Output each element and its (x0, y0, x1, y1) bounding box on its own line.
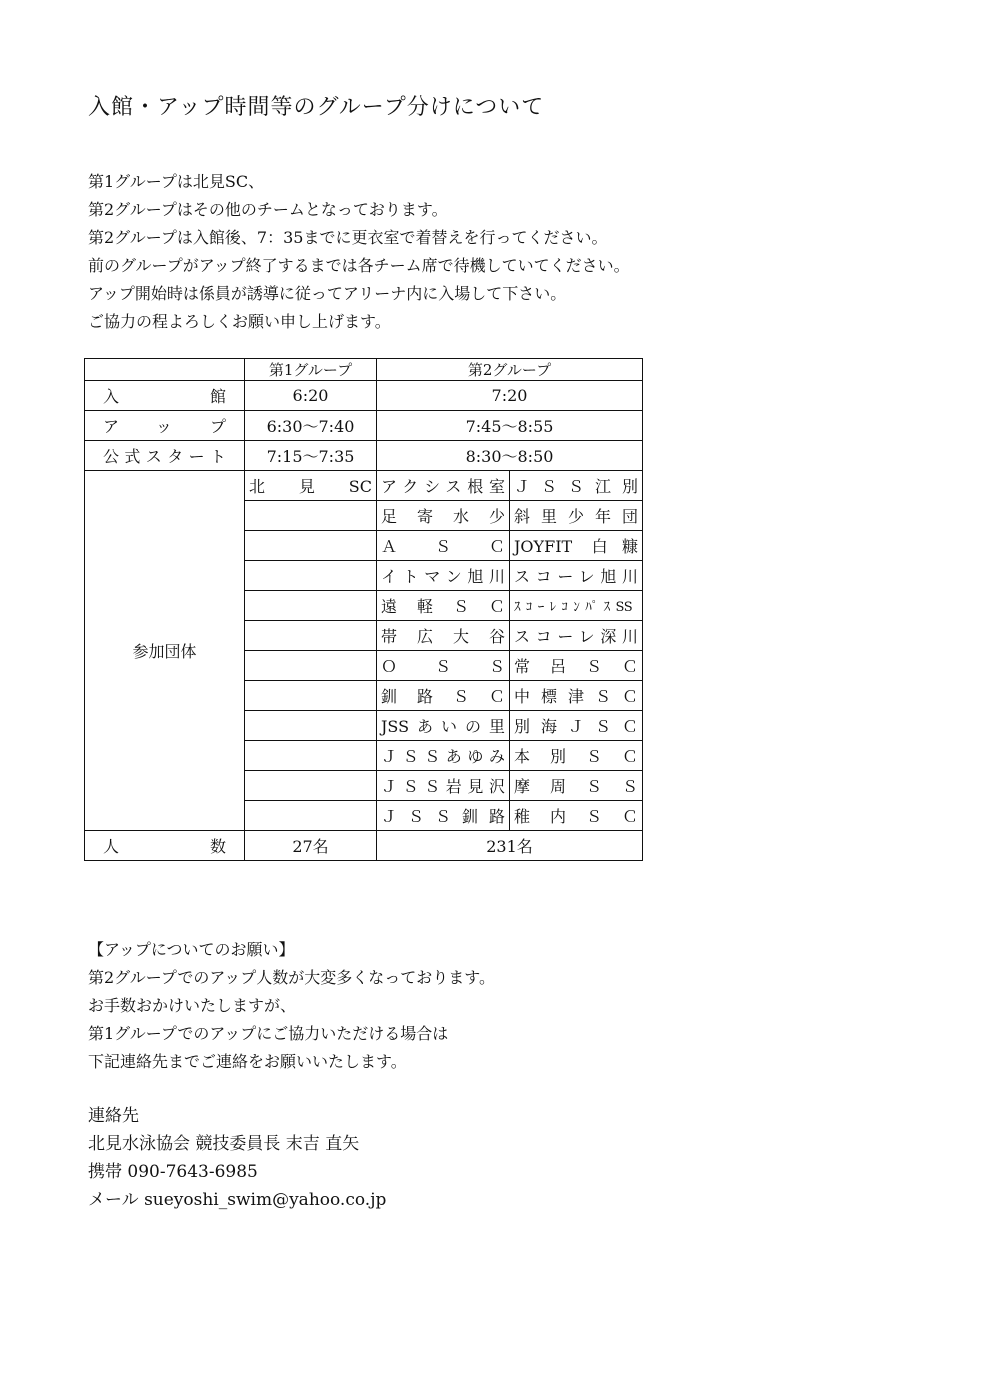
group1-team-empty (245, 801, 377, 831)
group2-team: ＪＳＳ釧路 (377, 801, 510, 831)
group2-team: アクシス根室 (377, 471, 510, 501)
group2-team: JSSあいの里 (377, 711, 510, 741)
group1-team-empty (245, 591, 377, 621)
group2-team: 帯広大谷 (377, 621, 510, 651)
group1-team-empty (245, 531, 377, 561)
group2-team: 中標津ＳＣ (510, 681, 643, 711)
group1-entry-time: 6:20 (245, 381, 377, 411)
intro-line: アップ開始時は係員が誘導に従ってアリーナ内に入場して下さい。 (88, 284, 567, 303)
group2-team: JOYFIT 白糠 (510, 531, 643, 561)
table-row (85, 381, 643, 411)
group1-team-empty (245, 561, 377, 591)
group2-team: 斜里少年団 (510, 501, 643, 531)
group2-team: 釧路ＳＣ (377, 681, 510, 711)
team-row (85, 471, 643, 501)
group2-entry-time: 7:20 (377, 381, 643, 411)
row-label-warmup: アップ (85, 411, 245, 441)
group1-team-empty (245, 621, 377, 651)
group2-team: 遠軽ＳＣ (377, 591, 510, 621)
request-line: お手数おかけいたしますが、 (88, 996, 297, 1015)
table-header-group1: 第1グループ (245, 359, 377, 381)
group2-team: 稚内ＳＣ (510, 801, 643, 831)
group2-start-time: 8:30～8:50 (377, 441, 643, 471)
group1-team-empty (245, 741, 377, 771)
page-title: 入館・アップ時間等のグループ分けについて (88, 95, 545, 120)
group2-headcount: 231名 (377, 831, 643, 861)
group-schedule-table (84, 358, 643, 861)
request-line: 第2グループでのアップ人数が大変多くなっております。 (88, 968, 495, 987)
group2-team: ＪＳＳ岩見沢 (377, 771, 510, 801)
row-label-official-start: 公式スタート (85, 441, 245, 471)
table-row (85, 411, 643, 441)
group2-team: 足寄水少 (377, 501, 510, 531)
contact-organization: 北見水泳協会 競技委員長 末吉 直矢 (88, 1134, 360, 1154)
table-row (85, 831, 643, 861)
group2-team: ＪＳＳあゆみ (377, 741, 510, 771)
group1-headcount: 27名 (245, 831, 377, 861)
group1-team-empty (245, 651, 377, 681)
group1-team-empty (245, 501, 377, 531)
group2-team: ＯＳＳ (377, 651, 510, 681)
group1-start-time: 7:15～7:35 (245, 441, 377, 471)
group2-team: ＡＳＣ (377, 531, 510, 561)
intro-line: ご協力の程よろしくお願い申し上げます。 (88, 312, 391, 331)
row-label-headcount: 人数 (85, 831, 245, 861)
group1-team-empty (245, 711, 377, 741)
group2-team: 本別ＳＣ (510, 741, 643, 771)
group2-team: スコーレ深川 (510, 621, 643, 651)
contact-section (88, 1102, 386, 1214)
group1-team-empty (245, 681, 377, 711)
request-heading: 【アップについてのお願い】 (88, 940, 295, 959)
intro-line: 第2グループは入館後、7：35までに更衣室で着替えを行ってください。 (88, 228, 608, 247)
contact-phone: 携帯 090-7643-6985 (88, 1162, 258, 1182)
group2-warmup-time: 7:45～8:55 (377, 411, 643, 441)
table-header-blank (85, 359, 245, 381)
row-label-entry: 入館 (85, 381, 245, 411)
table-header-group2: 第2グループ (377, 359, 643, 381)
intro-line: 第1グループは北見SC、 (88, 172, 265, 191)
group2-team: ｽｺｰﾚｺﾝﾊﾟｽSS (510, 591, 643, 621)
contact-email: メール sueyoshi_swim@yahoo.co.jp (88, 1190, 387, 1210)
intro-line: 第2グループはその他のチームとなっております。 (88, 200, 448, 219)
group2-team: ＪＳＳ江別 (510, 471, 643, 501)
table-header-row (85, 359, 643, 381)
group2-team: スコーレ旭川 (510, 561, 643, 591)
intro-paragraph (88, 168, 630, 336)
group2-team: 摩周ＳＳ (510, 771, 643, 801)
participants-label: 参加団体 (85, 471, 245, 831)
warmup-request-section (88, 936, 495, 1076)
group2-team: 別海ＪＳＣ (510, 711, 643, 741)
intro-line: 前のグループがアップ終了するまでは各チーム席で待機していてください。 (88, 256, 630, 275)
table-row (85, 441, 643, 471)
contact-heading: 連絡先 (88, 1106, 139, 1126)
request-line: 第1グループでのアップにご協力いただける場合は (88, 1024, 449, 1043)
group1-team: 北見SC (245, 471, 377, 501)
group2-team: 常呂ＳＣ (510, 651, 643, 681)
group1-warmup-time: 6:30～7:40 (245, 411, 377, 441)
group2-team: イトマン旭川 (377, 561, 510, 591)
group1-team-empty (245, 771, 377, 801)
request-line: 下記連絡先までご連絡をお願いいたします。 (88, 1052, 407, 1071)
